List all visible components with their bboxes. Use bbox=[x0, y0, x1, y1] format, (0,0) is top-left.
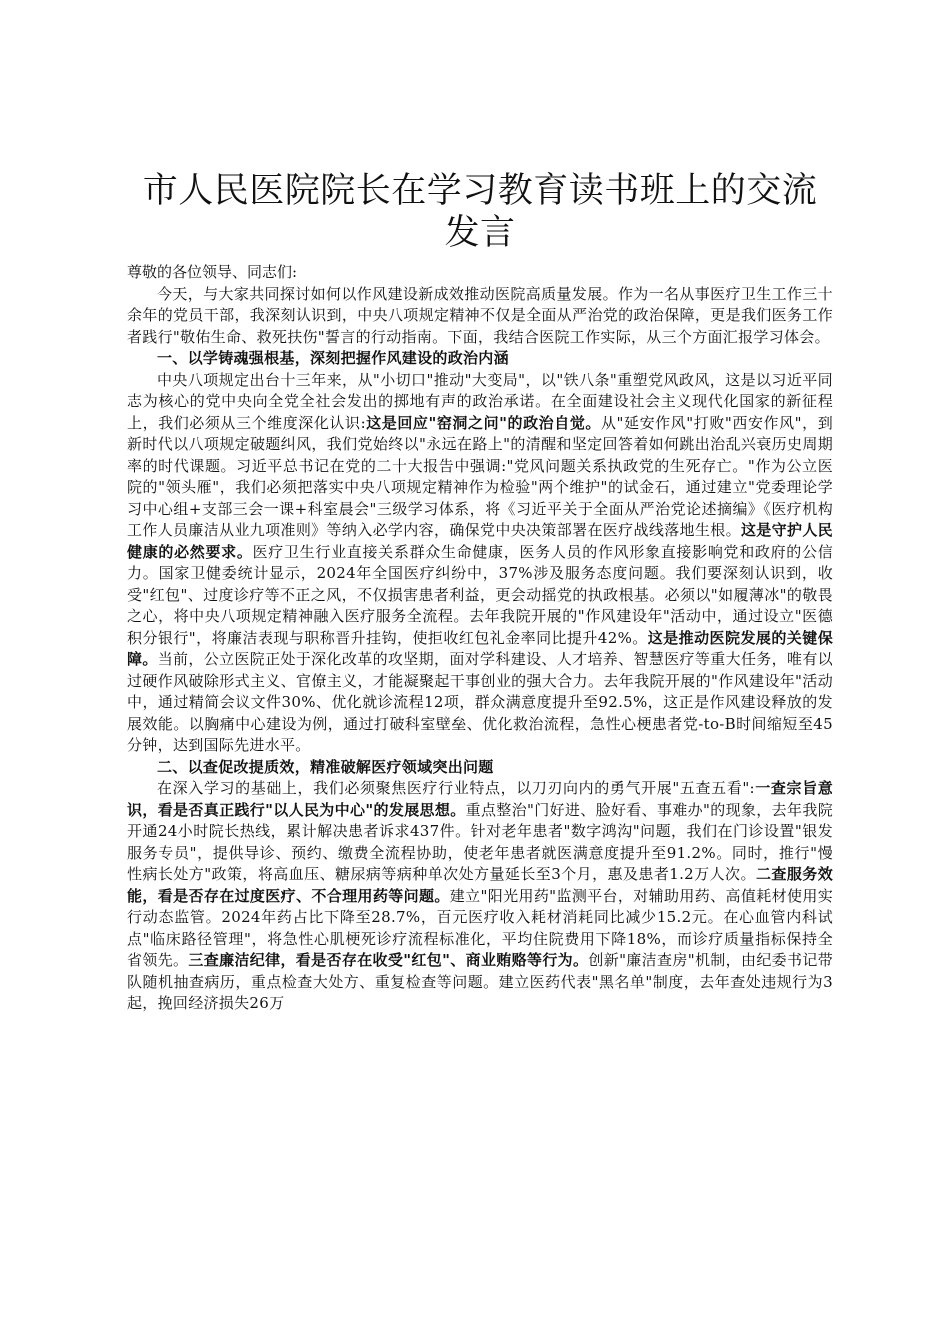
salutation: 尊敬的各位领导、同志们: bbox=[127, 263, 298, 281]
section-2-point-2: 二查服务效能，看是否存在过度医疗、不合理用药等问题。 bbox=[127, 865, 833, 905]
section-1-point-1: 这是回应"窑洞之问"的政治自觉。 bbox=[365, 413, 601, 432]
intro-paragraph: 今天，与大家共同探讨如何以作风建设新成效推动医院高质量发展。作为一名从事医疗卫生工作三十余年的党员干部，我深刻认识到，中央八项规定精神不仅是全面从严治党的政治保障，更是我们医务工作者践行"敬佑生命、救死扶伤"誓言的行动指南。下面，我结合医院工作实际，从三个方面汇报学习体会。 bbox=[127, 284, 833, 346]
document-page bbox=[127, 170, 833, 1015]
document-title: 市人民医院院长在学习教育读书班上的交流发言 bbox=[142, 171, 818, 253]
section-1-body bbox=[127, 370, 833, 757]
section-1-heading: 一、以学铸魂强根基，深刻把握作风建设的政治内涵 bbox=[157, 349, 509, 367]
section-2-point-1: 一查宗旨意识，看是否真正践行"以人民为中心"的发展思想。 bbox=[127, 779, 833, 819]
section-2-text-4: 创新"廉洁查房"机制，由纪委书记带队随机抽查病历，重点检查大处方、重复检查等问题。建立医药代表"黑名单"制度，去年查处违规行为3起，挽回经济损失26万 bbox=[127, 951, 834, 1012]
section-1-text-4: 当前，公立医院正处于深化改革的攻坚期，面对学科建设、人才培养、智慧医疗等重大任务，唯有以过硬作风破除形式主义、官僚主义，才能凝聚起干事创业的强大合力。去年我院开展的"作风建设年"活动中，通过精简会议文件30%、优化就诊流程12项，群众满意度提升至92.5%，这正是作风建设释放的发展效能。以胸痛中心建设为例，通过打破科室壁垒、优化救治流程，急性心梗患者党-to-B时间缩短至45分钟，达到国际先进水平。 bbox=[127, 650, 833, 754]
section-1-text-3: 医疗卫生行业直接关系群众生命健康，医务人员的作风形象直接影响党和政府的公信力。国家卫健委统计显示，2024年全国医疗纠纷中，37%涉及服务态度问题。我们要深刻认识到，收受"红包"、过度诊疗等不正之风，不仅损害患者利益，更会动摇党的执政根基。必须以"如履薄冰"的敬畏之心，将中央八项规定精神融入医疗服务全流程。去年我院开展的"作风建设年"活动中，通过设立"医德积分银行"，将廉洁表现与职称晋升挂钩，使拒收红包礼金率同比提升42%。 bbox=[127, 542, 834, 647]
section-2-text-2: 重点整治"门好进、脸好看、事难办"的现象，去年我院开通24小时院长热线，累计解决患者诉求437件。针对老年患者"数字鸿沟"问题，我们在门诊设置"银发服务专员"，提供导诊、预约、缴费全流程协助，使老年患者就医满意度提升至91.2%。同时，推行"慢性病长处方"政策，将高血压、糖尿病等病种单次处方量延长至3个月，惠及患者1.2万人次。 bbox=[127, 800, 833, 883]
section-1-text-1: 中央八项规定出台十三年来，从"小切口"推动"大变局"，以"铁八条"重塑党风政风，这是以习近平同志为核心的党中央向全党全社会发出的掷地有声的政治承诺。在全面建设社会主义现代化国家的新征程上，我们必须从三个维度深化认识: bbox=[127, 370, 833, 432]
section-2-heading: 二、以查促改提质效，精准破解医疗领域突出问题 bbox=[157, 757, 494, 776]
section-2-text-1: 在深入学习的基础上，我们必须聚焦医疗行业特点，以刀刃向内的勇气开展"五查五看": bbox=[157, 779, 755, 797]
section-2-body bbox=[127, 778, 833, 1015]
section-2-point-3: 三查廉洁纪律，看是否存在收受"红包"、商业贿赂等行为。 bbox=[188, 951, 589, 969]
section-1-point-3: 这是推动医院发展的关键保障。 bbox=[127, 628, 833, 668]
section-1-point-2: 这是守护人民健康的必然要求。 bbox=[127, 521, 833, 561]
section-1-text-2: 从"延安作风"打败"西安作风"，到新时代以八项规定破题纠风，我们党始终以"永远在路上"的清醒和坚定回答着如何跳出治乱兴衰历史周期率的时代课题。习近平总书记在党的二十大报告中强调:"党风问题关系执政党的生死存亡。"作为公立医院的"领头雁"，我们必须把落实中央八项规定精神作为检验"两个维护"的试金石，通过建立"党委理论学习中心组+支部三会一课+科室晨会"三级学习体系，将《习近平关于全面从严治党论述摘编》《医疗机构工作人员廉洁从业九项准则》等纳入必学内容，确保党中央决策部署在医疗战线落地生根。 bbox=[127, 413, 834, 539]
section-2-text-3: 建立"阳光用药"监测平台，对辅助用药、高值耗材使用实行动态监管。2024年药占比下降至28.7%，百元医疗收入耗材消耗同比减少15.2元。在心血管内科试点"临床路径管理"，将急性心肌梗死诊疗流程标准化，平均住院费用下降18%，而诊疗质量指标保持全省领先。 bbox=[127, 886, 833, 969]
